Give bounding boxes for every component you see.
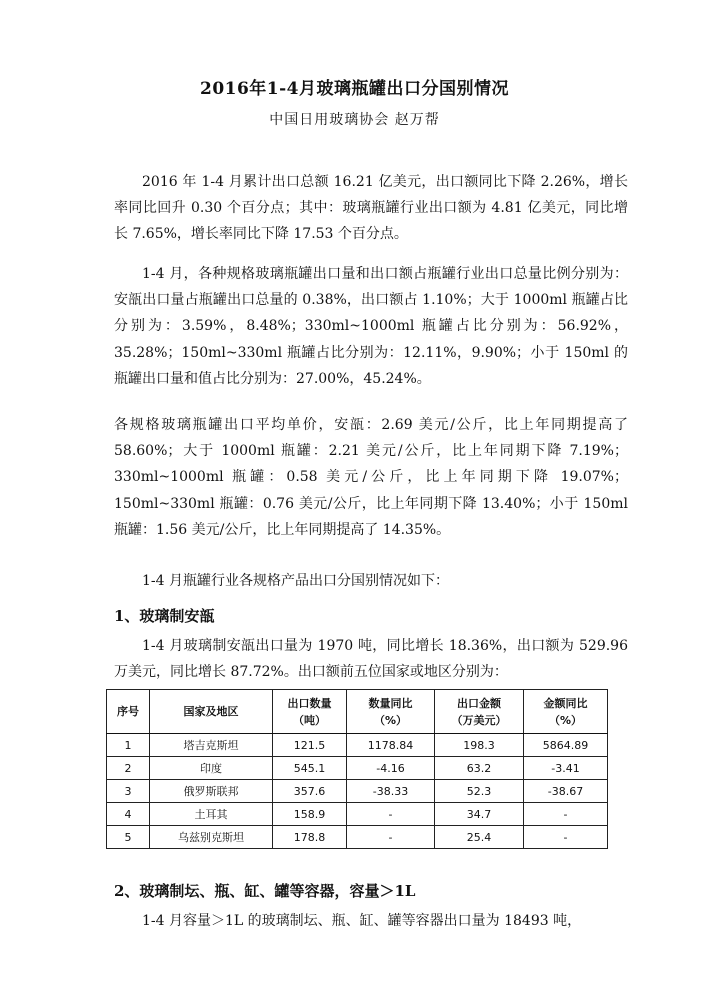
document-title: 2016年1-4月玻璃瓶罐出口分国别情况 (199, 79, 510, 99)
cell-index: 2 (107, 757, 150, 780)
table-header-row (107, 690, 608, 734)
table-row (107, 803, 608, 826)
paragraph-export-summary: 2016 年 1-4 月累计出口总额 16.21 亿美元，出口额同比下降 2.26%，增长率同比回升 0.30 个百分点；其中：玻璃瓶罐行业出口额为 4.81 亿美元，同比增长 7.65%，增长率同比下降 17.53 个百分点。 (114, 174, 628, 243)
cell-country: 乌兹别克斯坦 (150, 826, 273, 849)
paragraph-large-containers: 1-4 月容量＞1L 的玻璃制坛、瓶、缸、罐等容器出口量为 18493 吨， (142, 913, 582, 929)
paragraph-spec-share: 1-4 月，各种规格玻璃瓶罐出口量和出口额占瓶罐行业出口总量比例分别为：安瓿出口量占瓶罐出口总量的 0.38%，出口额占 1.10%；大于 1000ml 瓶罐占比分别为：3.59%，8.48%；330ml~1000ml 瓶罐占比分别为：56.92%，35.28%；150ml~330ml 瓶罐占比分别为：12.11%，9.90%；小于 150ml 的瓶罐出口量和值占比分别为：27.00%，45.24%。 (114, 266, 628, 387)
document-author: 中国日用玻璃协会 赵万帮 (269, 112, 440, 128)
cell-quantity: 357.6 (273, 780, 347, 803)
paragraph-ampoule: 1-4 月玻璃制安瓿出口量为 1970 吨，同比增长 18.36%，出口额为 529.96 万美元，同比增长 87.72%。出口额前五位国家或地区分别为： (114, 638, 628, 681)
cell-quantity: 121.5 (273, 734, 347, 757)
cell-country: 印度 (150, 757, 273, 780)
table-row (107, 757, 608, 780)
paragraph-unit-price: 各规格玻璃瓶罐出口平均单价，安瓿：2.69 美元/公斤，比上年同期提高了 58.60%；大于 1000ml 瓶罐：2.21 美元/公斤，比上年同期下降 7.19%；330ml~1000ml 瓶罐：0.58 美元/公斤，比上年同期下降 19.07%；150ml~330ml 瓶罐：0.76 美元/公斤，比上年同期下降 13.40%；小于 150ml 瓶罐：1.56 美元/公斤，比上年同期提高了 14.35%。 (114, 417, 628, 538)
table-row (107, 734, 608, 757)
cell-index: 1 (107, 734, 150, 757)
column-header-quantity: 出口数量 （吨） (273, 690, 347, 734)
cell-quantity-yoy: - (347, 826, 435, 849)
cell-index: 5 (107, 826, 150, 849)
table-row (107, 826, 608, 849)
cell-country: 俄罗斯联邦 (150, 780, 273, 803)
cell-quantity-yoy: -4.16 (347, 757, 435, 780)
cell-quantity-yoy: -38.33 (347, 780, 435, 803)
cell-index: 4 (107, 803, 150, 826)
cell-quantity: 178.8 (273, 826, 347, 849)
cell-amount: 25.4 (435, 826, 524, 849)
cell-amount-yoy: -38.67 (524, 780, 608, 803)
cell-quantity-yoy: 1178.84 (347, 734, 435, 757)
ampoule-export-table (106, 689, 608, 849)
column-header-country: 国家及地区 (150, 690, 273, 734)
column-header-amount-yoy: 金额同比 （%） (524, 690, 608, 734)
section-heading-large-containers: 2、玻璃制坛、瓶、缸、罐等容器，容量＞1L (114, 882, 416, 900)
cell-amount: 34.7 (435, 803, 524, 826)
cell-quantity: 545.1 (273, 757, 347, 780)
paragraph-intro-country: 1-4 月瓶罐行业各规格产品出口分国别情况如下： (142, 573, 449, 589)
cell-country: 塔吉克斯坦 (150, 734, 273, 757)
column-header-quantity-yoy: 数量同比 （%） (347, 690, 435, 734)
cell-amount-yoy: -3.41 (524, 757, 608, 780)
cell-amount: 52.3 (435, 780, 524, 803)
section-heading-ampoule: 1、玻璃制安瓿 (114, 607, 215, 625)
cell-amount-yoy: - (524, 826, 608, 849)
cell-amount: 63.2 (435, 757, 524, 780)
column-header-amount: 出口金额 （万美元） (435, 690, 524, 734)
cell-country: 土耳其 (150, 803, 273, 826)
cell-amount: 198.3 (435, 734, 524, 757)
cell-quantity: 158.9 (273, 803, 347, 826)
table-row (107, 780, 608, 803)
cell-index: 3 (107, 780, 150, 803)
cell-amount-yoy: - (524, 803, 608, 826)
cell-amount-yoy: 5864.89 (524, 734, 608, 757)
column-header-index: 序号 (107, 690, 150, 734)
cell-quantity-yoy: - (347, 803, 435, 826)
